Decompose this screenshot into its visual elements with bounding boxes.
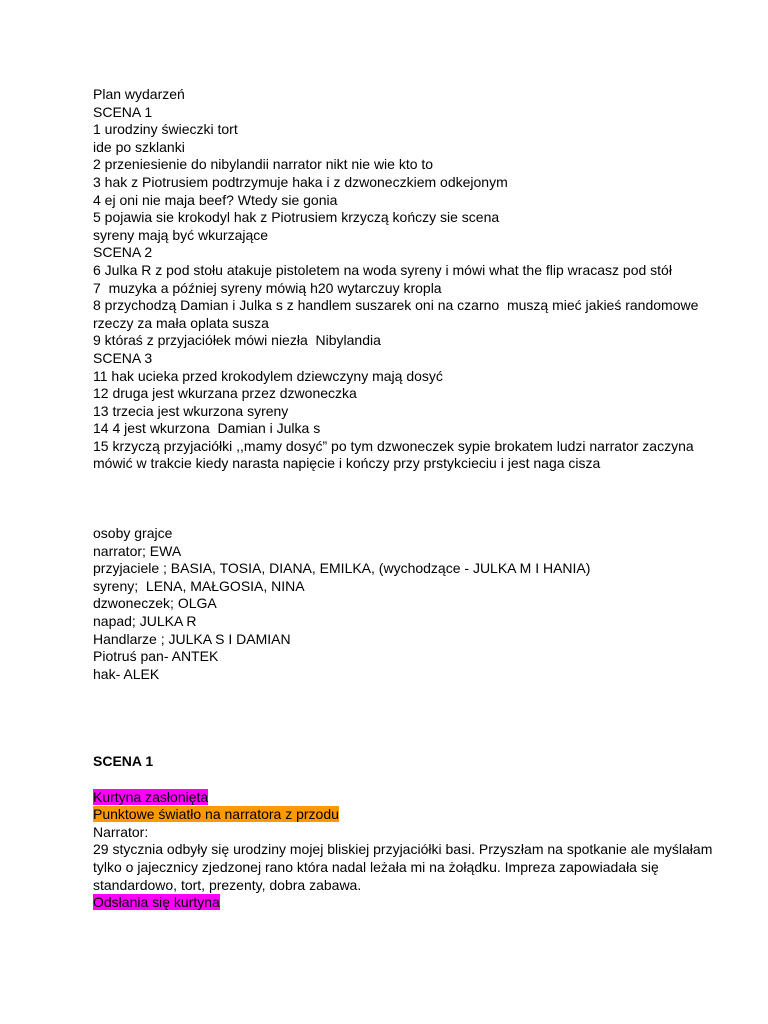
cast-line: Handlarze ; JULKA S I DAMIAN: [93, 630, 291, 647]
cast-line: napad; JULKA R: [93, 613, 197, 630]
plan-line: syreny mają być wkurzające: [93, 226, 269, 243]
plan-line: 9 któraś z przyjaciółek mówi niezła Nibylandia: [93, 332, 381, 349]
plan-line: SCENA 2: [93, 244, 153, 261]
scene1-heading: SCENA 1: [93, 753, 154, 770]
stage-direction-curtain-opens: Odsłania się kurtyna: [93, 894, 220, 911]
document-page: [93, 86, 733, 912]
spacer: [93, 771, 733, 789]
cast-line: syreny; LENA, MAŁGOSIA, NINA: [93, 577, 305, 594]
plan-line: 11 hak ucieka przed krokodylem dziewczyny mają dosyć: [93, 367, 443, 384]
cast-line: narrator; EWA: [93, 542, 182, 559]
plan-line: 4 ej oni nie maja beef? Wtedy sie gonia: [93, 191, 338, 208]
plan-line: ide po szklanki: [93, 138, 185, 155]
plan-line: 7 muzyka a później syreny mówią h20 wytarczuy kropla: [93, 279, 442, 296]
stage-direction-curtain-closed: Kurtyna zasłonięta: [93, 788, 209, 805]
cast-line: hak- ALEK: [93, 665, 160, 682]
cast-title: osoby grajce: [93, 525, 173, 542]
plan-line: 13 trzecia jest wkurzona syreny: [93, 402, 289, 419]
cast-line: Piotruś pan- ANTEK: [93, 648, 219, 665]
plan-line: SCENA 1: [93, 103, 153, 120]
cast-line: dzwoneczek; OLGA: [93, 595, 217, 612]
narrator-speech: 29 stycznia odbyły się urodziny mojej bliskiej przyjaciółki basi. Przyszłam na spotkanie ale myślałam tylko o jajecznicy zjedzonej rano która nadal leżała mi na żołądku. Impreza zapowiadała się standardowo, tort, prezenty, dobra zabawa.: [93, 841, 717, 893]
plan-line: 3 hak z Piotrusiem podtrzymuje haka i z dzwoneczkiem odkejonym: [93, 173, 508, 190]
plan-title: Plan wydarzeń: [93, 86, 185, 102]
stage-direction-spotlight: Punktowe światło na narratora z przodu: [93, 806, 339, 823]
spacer: [93, 473, 733, 525]
plan-line: 12 druga jest wkurzana przez dzwoneczka: [93, 385, 357, 402]
plan-line: 15 krzyczą przyjaciółki ,,mamy dosyć” po tym dzwoneczek sypie brokatem ludzi narrator zaczyna mówić w trakcie kiedy narasta napięcie i kończy przy prstykcieciu i jest naga cisza: [93, 437, 698, 472]
speaker-label: Narrator:: [93, 823, 149, 840]
plan-line: 2 przeniesienie do nibylandii narrator nikt nie wie kto to: [93, 156, 434, 173]
plan-line: 8 przychodzą Damian i Julka s z handlem suszarek oni na czarno muszą mieć jakieś randomowe rzeczy za mała oplata susza: [93, 297, 703, 331]
plan-line: 14 4 jest wkurzona Damian i Julka s: [93, 420, 321, 437]
cast-line: przyjaciele ; BASIA, TOSIA, DIANA, EMILKA, (wychodzące - JULKA M I HANIA): [93, 560, 591, 577]
plan-line: 6 Julka R z pod stołu atakuje pistoletem na woda syreny i mówi what the flip wracasz pod stół: [93, 261, 672, 278]
plan-line: 1 urodziny świeczki tort: [93, 121, 238, 138]
spacer: [93, 683, 733, 753]
plan-line: 5 pojawia sie krokodyl hak z Piotrusiem krzyczą kończy sie scena: [93, 209, 500, 226]
plan-line: SCENA 3: [93, 349, 153, 366]
